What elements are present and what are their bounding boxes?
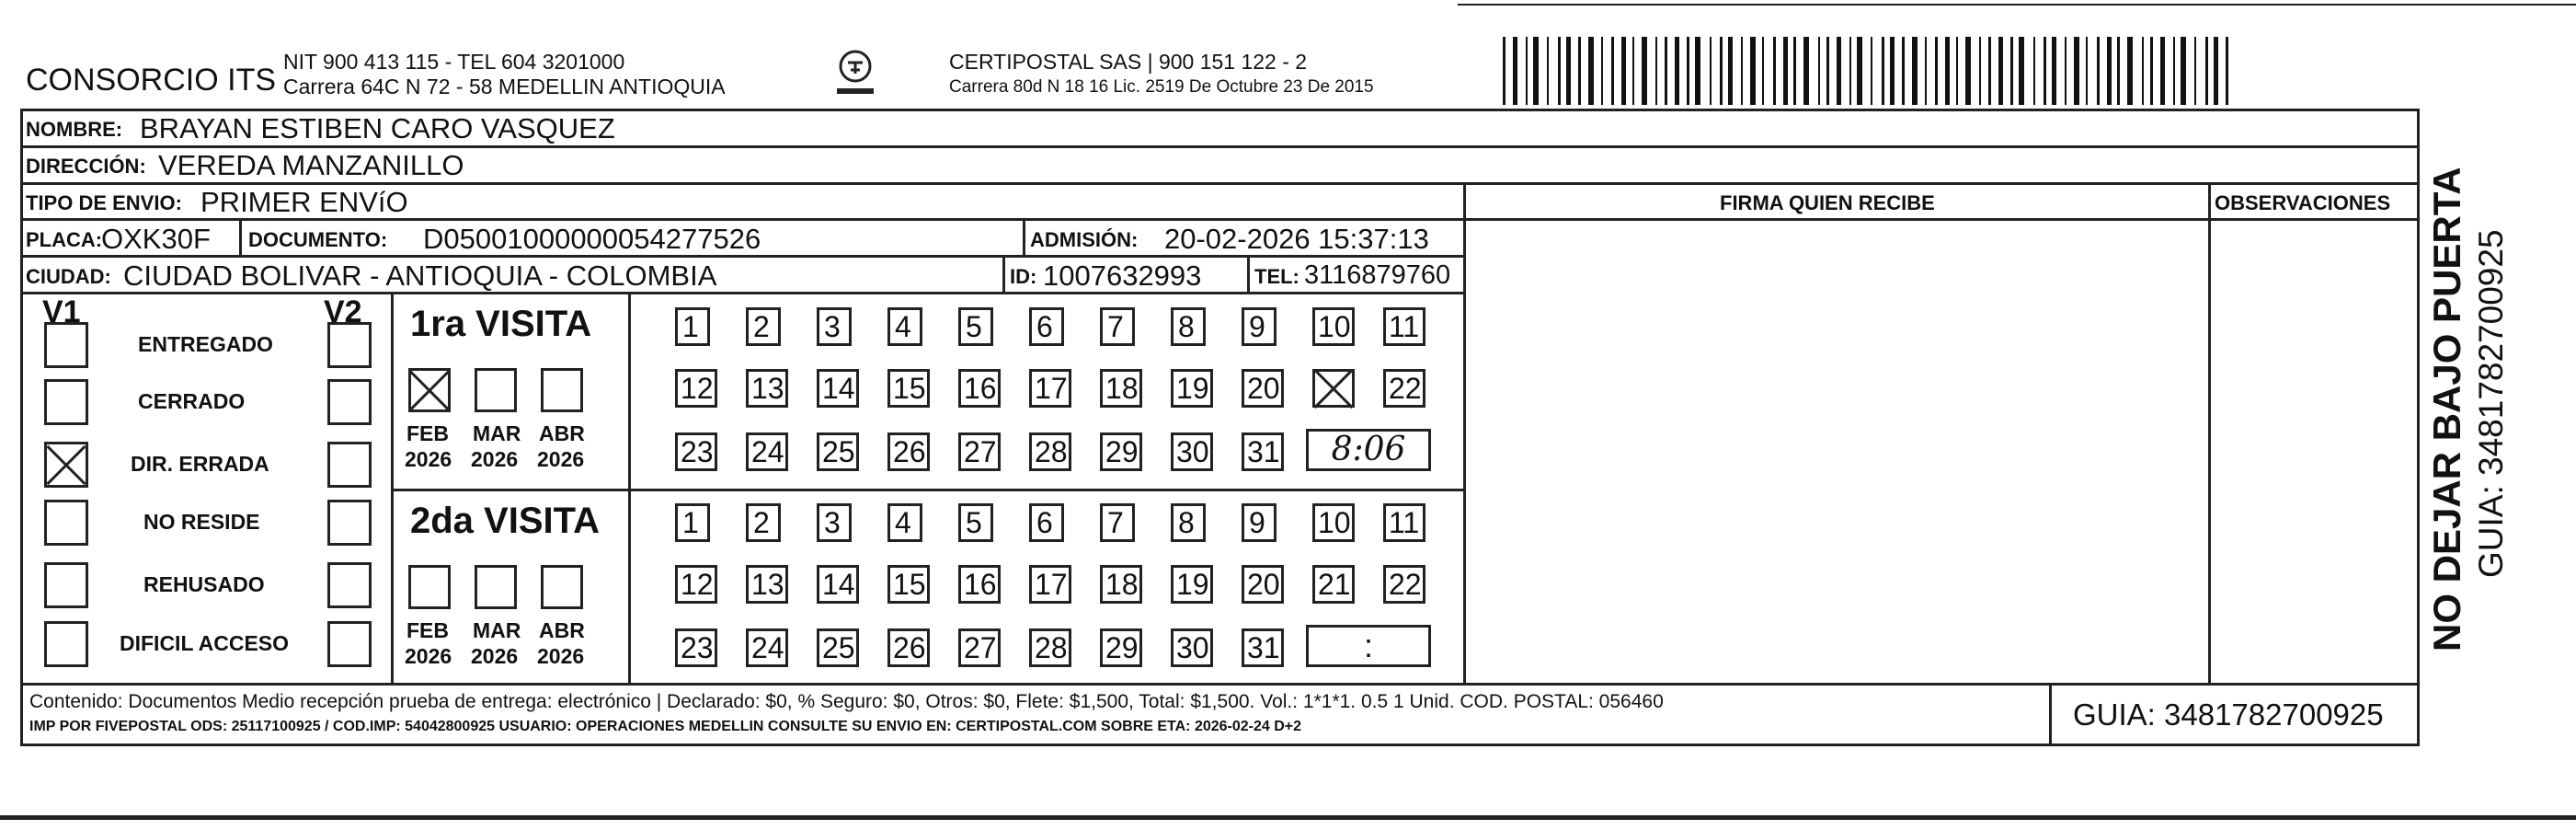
- barcode-bar: [1998, 37, 2003, 105]
- barcode-bar: [1871, 37, 1872, 105]
- visit2-day-13: 13: [746, 565, 788, 604]
- visit1-day-19: 19: [1171, 369, 1213, 408]
- status-label-4: REHUSADO: [143, 572, 265, 596]
- placa-divider: [239, 218, 242, 255]
- barcode-bar: [1621, 37, 1626, 105]
- frame-bottom: [20, 744, 2420, 746]
- visit1-day-8: 8: [1171, 307, 1206, 346]
- barcode-bar: [2033, 37, 2035, 105]
- barcode-bar: [1503, 37, 1506, 105]
- visit1-day-17: 17: [1029, 369, 1071, 408]
- tel-divider: [1247, 255, 1250, 292]
- visit2-day-4: 4: [887, 503, 922, 542]
- barcode-bar: [1632, 37, 1634, 105]
- visit2-day-8: 8: [1171, 503, 1206, 542]
- barcode-bar: [1601, 37, 1603, 105]
- visit2-day-29: 29: [1100, 628, 1142, 667]
- visit1-day-25: 25: [817, 432, 859, 471]
- tel-label: TEL:: [1254, 265, 1299, 288]
- visit2-month-name-0: FEB: [406, 618, 449, 642]
- visit2-month-checkbox-2[interactable]: [541, 565, 583, 609]
- placa-value: OXK30F: [101, 223, 211, 255]
- ciudad-value: CIUDAD BOLIVAR - ANTIOQUIA - COLOMBIA: [123, 259, 717, 292]
- barcode-bar: [2117, 37, 2120, 105]
- row-line-2: [20, 182, 2420, 185]
- barcode-bar: [1935, 37, 1938, 105]
- v2-checkbox-5[interactable]: [327, 621, 372, 667]
- visit2-day-6: 6: [1029, 503, 1064, 542]
- frame-right: [2417, 109, 2420, 745]
- barcode-bar: [1710, 37, 1712, 105]
- barcode-bar: [1849, 37, 1851, 105]
- visit1-day-13: 13: [746, 369, 788, 408]
- barcode-bar: [1857, 37, 1862, 105]
- visit1-day-18: 18: [1100, 369, 1142, 408]
- barcode-bar: [2226, 37, 2228, 105]
- visit1-day-16: 16: [958, 369, 1001, 408]
- barcode-bar: [1547, 37, 1549, 105]
- barcode-bar: [1902, 37, 1905, 105]
- guia-footer: GUIA: 3481782700925: [2073, 697, 2384, 732]
- barcode-bar: [1513, 37, 1517, 105]
- barcode-bar: [2097, 37, 2100, 105]
- visit2-day-9: 9: [1242, 503, 1277, 542]
- visit1-day-3: 3: [817, 307, 852, 346]
- firma-label: FIRMA QUIEN RECIBE: [1720, 191, 1935, 214]
- id-divider: [1002, 255, 1005, 292]
- visit1-month-checkbox-1[interactable]: [475, 368, 517, 412]
- barcode-bar: [2044, 37, 2046, 105]
- barcode-bar: [1611, 37, 1614, 105]
- visit1-month-checkbox-2[interactable]: [541, 368, 583, 412]
- visit2-day-15: 15: [887, 565, 930, 604]
- visit2-day-23: 23: [675, 628, 717, 667]
- visit1-day-31: 31: [1242, 432, 1284, 471]
- visit2-day-31: 31: [1242, 628, 1284, 667]
- visit2-day-28: 28: [1029, 628, 1071, 667]
- visit2-day-20: 20: [1242, 565, 1284, 604]
- visit1-day-11: 11: [1383, 307, 1425, 346]
- visit2-day-12: 12: [675, 565, 717, 604]
- barcode-bar: [2065, 37, 2067, 105]
- visit2-day-17: 17: [1029, 565, 1071, 604]
- admision-value: 20-02-2026 15:37:13: [1164, 223, 1429, 255]
- barcode-bar: [1925, 37, 1927, 105]
- row-line-1: [20, 145, 2420, 148]
- visit2-day-3: 3: [817, 503, 852, 542]
- firma-divider: [1463, 182, 1466, 684]
- visit2-day-24: 24: [746, 628, 788, 667]
- tipo-envio-label: TIPO DE ENVIO:: [26, 191, 182, 214]
- visit2-month-year-1: 2026: [471, 644, 519, 668]
- tel-value: 3116879760: [1304, 260, 1451, 290]
- guia-side: GUIA: 3481782700925: [2472, 229, 2510, 578]
- barcode-bar: [1566, 37, 1571, 105]
- v2-checkbox-2[interactable]: [327, 442, 372, 488]
- barcode-bar: [2173, 37, 2175, 105]
- barcode-bar: [1741, 37, 1743, 105]
- barcode-bar: [1665, 37, 1667, 105]
- visit1-day-10: 10: [1312, 307, 1355, 346]
- ciudad-label: CIUDAD:: [26, 265, 111, 288]
- no-dejar-warning: NO DEJAR BAJO PUERTA: [2425, 167, 2468, 651]
- barcode-bar: [2010, 37, 2013, 105]
- row-line-3: [20, 218, 2420, 221]
- visit1-day-20: 20: [1242, 369, 1284, 408]
- visit2-day-25: 25: [817, 628, 859, 667]
- visit1-day-29: 29: [1100, 432, 1142, 471]
- visit1-day-4: 4: [887, 307, 922, 346]
- v2-header: V2: [324, 294, 362, 329]
- visit2-day-19: 19: [1171, 565, 1213, 604]
- v1-checkbox-4[interactable]: [44, 562, 88, 608]
- row-line-5: [20, 292, 1466, 294]
- visit2-day-7: 7: [1100, 503, 1135, 542]
- barcode-bar: [2019, 37, 2024, 105]
- certipostal-logo-icon: [832, 46, 878, 101]
- v2-checkbox-0[interactable]: [327, 322, 372, 368]
- admision-label: ADMISIÓN:: [1030, 228, 1139, 251]
- barcode-bar: [1642, 37, 1647, 105]
- barcode-bar: [2181, 37, 2186, 105]
- v2-checkbox-4[interactable]: [327, 562, 372, 608]
- v1-checkbox-3[interactable]: [44, 500, 88, 546]
- visit1-day-14: 14: [817, 369, 859, 408]
- visit2-day-21: 21: [1312, 565, 1355, 604]
- visit2-day-30: 30: [1171, 628, 1213, 667]
- guia-divider: [2049, 683, 2052, 745]
- visit1-day-5: 5: [958, 307, 993, 346]
- visit1-day-15: 15: [887, 369, 930, 408]
- barcode-bar: [1558, 37, 1561, 105]
- carrier-line-2: Carrera 80d N 18 16 Lic. 2519 De Octubre 23 De 2015: [949, 77, 1374, 97]
- barcode-bar: [1762, 37, 1764, 105]
- barcode-bar: [1578, 37, 1581, 105]
- v2-checkbox-3[interactable]: [327, 500, 372, 546]
- barcode-bar: [1695, 37, 1700, 105]
- barcode-bar: [2205, 37, 2208, 105]
- carrier-line-1: CERTIPOSTAL SAS | 900 151 122 - 2: [949, 50, 1308, 74]
- barcode-bar: [1988, 37, 1991, 105]
- visit1-day-24: 24: [746, 432, 788, 471]
- visit-divider: [391, 489, 1466, 491]
- barcode-bar: [2194, 37, 2196, 105]
- nombre-label: NOMBRE:: [26, 118, 123, 141]
- visit1-month-year-0: 2026: [405, 447, 452, 471]
- visit1-day-27: 27: [958, 432, 1001, 471]
- visit1-day-1: 1: [675, 307, 710, 346]
- visit1-day-6: 6: [1029, 307, 1064, 346]
- visit1-day-23: 23: [675, 432, 717, 471]
- company-address: Carrera 64C N 72 - 58 MEDELLIN ANTIOQUIA: [283, 75, 726, 98]
- v2-checkbox-1[interactable]: [327, 379, 372, 425]
- visit2-day-18: 18: [1100, 565, 1142, 604]
- barcode-bar: [2107, 37, 2112, 105]
- obs-divider: [2208, 182, 2211, 684]
- frame-top: [20, 109, 2420, 111]
- status-label-1: CERRADO: [138, 389, 246, 413]
- v1-checkbox-5[interactable]: [44, 621, 88, 667]
- barcode-bar: [2150, 37, 2153, 105]
- barcode-bar: [1826, 37, 1829, 105]
- barcode-bar: [1675, 37, 1679, 105]
- months-divider: [628, 292, 631, 684]
- barcode-bar: [1687, 37, 1689, 105]
- barcode-bar: [2214, 37, 2218, 105]
- visit1-day-28: 28: [1029, 432, 1071, 471]
- barcode-bar: [2086, 37, 2088, 105]
- barcode-bar: [1526, 37, 1528, 105]
- visit2-month-checkbox-0[interactable]: [408, 565, 451, 609]
- barcode-bar: [1945, 37, 1950, 105]
- visit1-month-name-1: MAR: [473, 421, 521, 445]
- tipo-envio-value: PRIMER ENVíO: [200, 186, 408, 218]
- visit1-month-name-0: FEB: [406, 421, 449, 445]
- visit1-month-year-2: 2026: [537, 447, 585, 471]
- barcode-bar: [1882, 37, 1884, 105]
- barcode-bar: [1655, 37, 1657, 105]
- barcode-bar: [1818, 37, 1820, 105]
- id-value: 1007632993: [1043, 259, 1202, 292]
- barcode-bar: [1965, 37, 1971, 105]
- visit2-day-10: 10: [1312, 503, 1355, 542]
- row-line-footer: [20, 683, 2420, 686]
- barcode-bar: [1803, 37, 1809, 105]
- visit1-day-30: 30: [1171, 432, 1213, 471]
- documento-value: D05001000000054277526: [423, 223, 761, 255]
- v1-checkbox-1[interactable]: [44, 379, 88, 425]
- visit1-time: 8:06: [1306, 429, 1431, 471]
- barcode-bar: [1837, 37, 1841, 105]
- barcode-bar: [2052, 37, 2056, 105]
- v1-checkbox-0[interactable]: [44, 322, 88, 368]
- v1-header: V1: [42, 294, 81, 329]
- placa-label: PLACA:: [26, 228, 103, 251]
- visit2-time: :: [1306, 625, 1431, 667]
- contenido-text: Contenido: Documentos Medio recepción prueba de entrega: electrónico | Declarado: $0, % Seguro: $0, Otros: $0, Flete: $1,500, Total: $1,500. Vol.: 1*1*1. 0.5 1 Unid. COD. POSTAL: 056460: [29, 691, 1664, 712]
- visit2-title: 2da VISITA: [410, 501, 600, 541]
- company-nit: NIT 900 413 115 - TEL 604 3201000: [283, 50, 625, 74]
- nombre-value: BRAYAN ESTIBEN CARO VASQUEZ: [140, 112, 615, 144]
- frame-left: [20, 109, 23, 745]
- company-name: CONSORCIO ITS: [26, 63, 277, 98]
- barcode-bar: [2142, 37, 2144, 105]
- visit1-day-9: 9: [1242, 307, 1277, 346]
- documento-label: DOCUMENTO:: [248, 228, 388, 251]
- visit1-title: 1ra VISITA: [410, 304, 592, 344]
- visit1-month-checkbox-0[interactable]: [408, 368, 451, 412]
- visit2-month-year-0: 2026: [405, 644, 452, 668]
- barcode-bar: [1720, 37, 1723, 105]
- admision-divider: [1023, 218, 1025, 255]
- visit1-day-7: 7: [1100, 307, 1135, 346]
- barcode-bar: [1773, 37, 1776, 105]
- status-label-2: DIR. ERRADA: [131, 452, 269, 476]
- visit2-day-2: 2: [746, 503, 781, 542]
- visit2-day-11: 11: [1383, 503, 1425, 542]
- barcode-bar: [1956, 37, 1958, 105]
- visit1-day-21: [1312, 369, 1355, 408]
- direccion-value: VEREDA MANZANILLO: [158, 149, 464, 181]
- barcode-bar: [1750, 37, 1756, 105]
- visit1-day-12: 12: [675, 369, 717, 408]
- barcode-bar: [1588, 37, 1594, 105]
- visit2-month-checkbox-1[interactable]: [475, 565, 517, 609]
- visit2-day-22: 22: [1383, 565, 1425, 604]
- visit1-month-year-1: 2026: [471, 447, 519, 471]
- barcode-bar: [2127, 37, 2133, 105]
- barcode-bar: [1793, 37, 1796, 105]
- barcode-bar: [1912, 37, 1918, 105]
- visit2-month-year-2: 2026: [537, 644, 585, 668]
- barcode-bar: [1783, 37, 1788, 105]
- status-divider: [391, 292, 394, 684]
- barcode-bar: [2160, 37, 2165, 105]
- direccion-label: DIRECCIÓN:: [26, 155, 146, 178]
- v1-checkbox-2[interactable]: [44, 442, 88, 488]
- visit2-day-16: 16: [958, 565, 1001, 604]
- visit2-day-27: 27: [958, 628, 1001, 667]
- visit2-month-name-2: ABR: [539, 618, 585, 642]
- visit2-day-26: 26: [887, 628, 930, 667]
- bottom-edge-line: [0, 815, 2576, 820]
- visit2-day-1: 1: [675, 503, 710, 542]
- barcode-bar: [1890, 37, 1895, 105]
- barcode-bar: [1979, 37, 1981, 105]
- visit1-day-26: 26: [887, 432, 930, 471]
- visit2-day-14: 14: [817, 565, 859, 604]
- visit2-day-5: 5: [958, 503, 993, 542]
- status-label-5: DIFICIL ACCESO: [120, 631, 290, 655]
- imp-text: IMP POR FIVEPOSTAL ODS: 25117100925 / COD.IMP: 54042800925 USUARIO: OPERACIONES MEDELLIN CONSULTE SU ENVIO EN: CERTIPOSTAL.COM SOBRE ETA: 2026-02-24 D+2: [29, 719, 1302, 734]
- barcode-bar: [2074, 37, 2079, 105]
- observaciones-label: OBSERVACIONES: [2215, 191, 2391, 214]
- barcode-bar: [1533, 37, 1539, 105]
- status-label-3: NO RESIDE: [143, 510, 260, 534]
- visit1-day-2: 2: [746, 307, 781, 346]
- visit2-month-name-1: MAR: [473, 618, 521, 642]
- visit1-day-22: 22: [1383, 369, 1425, 408]
- id-label: ID:: [1010, 265, 1037, 288]
- visit1-month-name-2: ABR: [539, 421, 585, 445]
- status-label-0: ENTREGADO: [138, 332, 273, 356]
- top-edge-line: [1458, 4, 2576, 6]
- barcode-bar: [1728, 37, 1733, 105]
